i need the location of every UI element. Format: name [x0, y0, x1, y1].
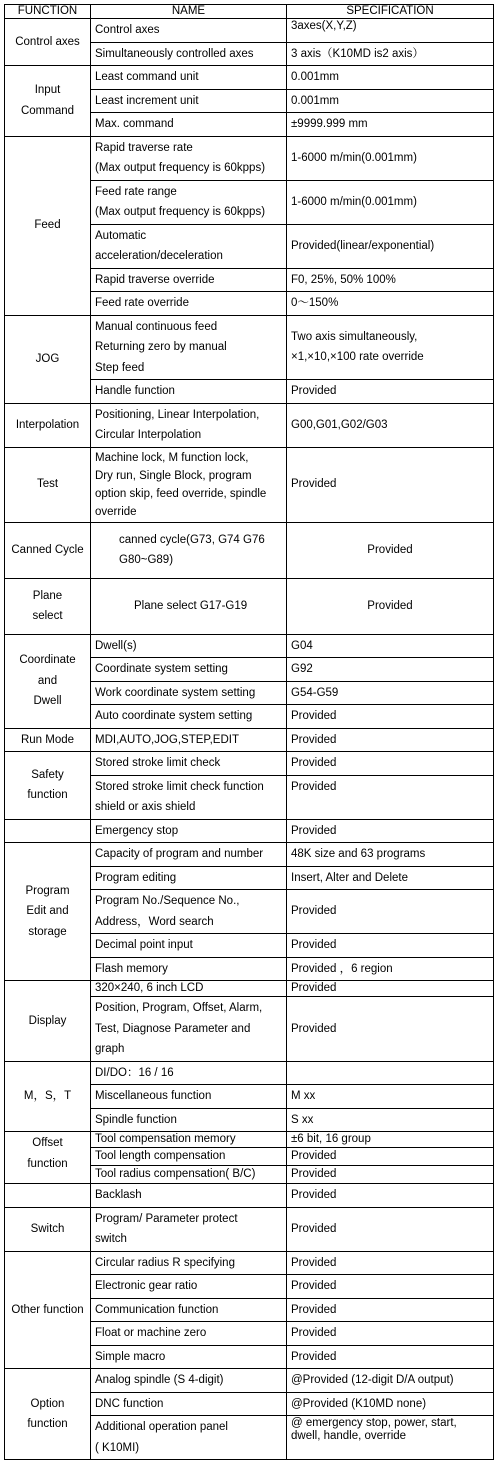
- spec-cell: Provided: [287, 775, 494, 819]
- name-cell: Positioning, Linear Interpolation, Circular Interpolation: [91, 403, 287, 447]
- spec-cell: @Provided (12-digit D/A output): [287, 1369, 494, 1393]
- name-cell: Tool compensation memory: [91, 1132, 287, 1148]
- name-cell: Analog spindle (S 4-digit): [91, 1369, 287, 1393]
- spec-cell: G00,G01,G02/G03: [287, 403, 494, 447]
- function-cell: Safety function: [5, 752, 91, 820]
- name-cell: Handle function: [91, 380, 287, 404]
- function-cell-empty: [5, 819, 91, 843]
- name-cell: Decimal point input: [91, 934, 287, 958]
- name-cell: Rapid traverse override: [91, 268, 287, 292]
- name-cell: Manual continuous feed Returning zero by manual Step feed: [91, 315, 287, 380]
- spec-cell: Provided: [287, 522, 494, 578]
- table-row: [5, 447, 494, 522]
- spec-cell: Provided: [287, 819, 494, 843]
- name-cell: Rapid traverse rate (Max output frequency is 60kpps): [91, 136, 287, 180]
- table-row: [5, 1061, 494, 1085]
- function-cell: Control axes: [5, 19, 91, 66]
- function-cell: Feed: [5, 136, 91, 315]
- name-cell: Miscellaneous function: [91, 1085, 287, 1109]
- name-cell: Max. command: [91, 113, 287, 137]
- spec-cell: M xx: [287, 1085, 494, 1109]
- name-cell: Least increment unit: [91, 89, 287, 113]
- header-function: FUNCTION: [5, 5, 91, 19]
- function-cell: JOG: [5, 315, 91, 403]
- name-cell: Float or machine zero: [91, 1322, 287, 1346]
- name-cell: Work coordinate system setting: [91, 681, 287, 705]
- spec-cell: 3axes(X,Y,Z): [287, 19, 494, 43]
- name-cell: DI/DO：16 / 16: [91, 1061, 287, 1085]
- spec-cell: Provided ，6 region: [287, 957, 494, 981]
- spec-cell: ±9999.999 mm: [287, 113, 494, 137]
- function-cell: Plane select: [5, 578, 91, 634]
- name-cell: Simultaneously controlled axes: [91, 42, 287, 66]
- header-name: NAME: [91, 5, 287, 19]
- spec-cell: Provided: [287, 1298, 494, 1322]
- spec-cell: G04: [287, 634, 494, 658]
- spec-cell: 3 axis（K10MD is2 axis）: [287, 42, 494, 66]
- spec-cell: Provided: [287, 578, 494, 634]
- spec-cell: Provided: [287, 752, 494, 776]
- name-cell: canned cycle(G73, G74 G76 G80~G89): [91, 522, 287, 578]
- function-cell-empty: [5, 1184, 91, 1208]
- specification-table: [4, 4, 494, 1460]
- table-row: [5, 1251, 494, 1275]
- spec-cell: Provided: [287, 705, 494, 729]
- function-cell: Other function: [5, 1251, 91, 1369]
- spec-cell: F0, 25%, 50% 100%: [287, 268, 494, 292]
- spec-cell: Provided: [287, 1345, 494, 1369]
- name-cell: Automatic acceleration/deceleration: [91, 224, 287, 268]
- spec-cell: 0.001mm: [287, 89, 494, 113]
- function-cell: Offset function: [5, 1132, 91, 1184]
- name-cell: 320×240, 6 inch LCD: [91, 981, 287, 997]
- spec-cell: Provided: [287, 1275, 494, 1299]
- spec-cell: Provided: [287, 380, 494, 404]
- name-cell: Least command unit: [91, 66, 287, 90]
- name-cell: Simple macro: [91, 1345, 287, 1369]
- name-cell: Circular radius R specifying: [91, 1251, 287, 1275]
- table-row: [5, 1369, 494, 1393]
- table-row: [5, 752, 494, 776]
- spec-cell: 1-6000 m/min(0.001mm): [287, 136, 494, 180]
- spec-cell: Provided: [287, 1148, 494, 1166]
- name-cell: Coordinate system setting: [91, 658, 287, 682]
- spec-cell: 1-6000 m/min(0.001mm): [287, 180, 494, 224]
- spec-cell: G54-G59: [287, 681, 494, 705]
- function-cell: M，S，T: [5, 1061, 91, 1132]
- table-row: [5, 315, 494, 380]
- name-cell: Position, Program, Offset, Alarm, Test, Diagnose Parameter and graph: [91, 997, 287, 1062]
- name-cell: Auto coordinate system setting: [91, 705, 287, 729]
- name-cell: Tool radius compensation( B/C): [91, 1166, 287, 1184]
- spec-cell: 0～150%: [287, 292, 494, 316]
- name-cell: Communication function: [91, 1298, 287, 1322]
- function-cell: Interpolation: [5, 403, 91, 447]
- table-row: [5, 19, 494, 43]
- table-row: [5, 1207, 494, 1251]
- name-cell: Program editing: [91, 866, 287, 890]
- function-cell: Run Mode: [5, 728, 91, 752]
- spec-cell: Provided: [287, 890, 494, 934]
- spec-cell: 0.001mm: [287, 66, 494, 90]
- name-cell: Stored stroke limit check: [91, 752, 287, 776]
- name-cell: MDI,AUTO,JOG,STEP,EDIT: [91, 728, 287, 752]
- table-row: [5, 843, 494, 867]
- spec-cell: 48K size and 63 programs: [287, 843, 494, 867]
- spec-cell: Provided: [287, 981, 494, 997]
- name-cell: Program/ Parameter protect switch: [91, 1207, 287, 1251]
- spec-cell: Provided: [287, 1166, 494, 1184]
- table-row: [5, 522, 494, 578]
- name-cell: Feed rate override: [91, 292, 287, 316]
- spec-cell: Provided: [287, 934, 494, 958]
- function-cell: Coordinate and Dwell: [5, 634, 91, 728]
- spec-cell: Provided: [287, 1322, 494, 1346]
- table-row: [5, 728, 494, 752]
- spec-cell: ±6 bit, 16 group: [287, 1132, 494, 1148]
- spec-cell: S xx: [287, 1108, 494, 1132]
- table-row: [5, 1184, 494, 1208]
- function-cell: Display: [5, 981, 91, 1062]
- spec-cell: @Provided (K10MD none): [287, 1392, 494, 1416]
- name-cell: Tool length compensation: [91, 1148, 287, 1166]
- name-cell: Plane select G17-G19: [91, 578, 287, 634]
- function-cell: Canned Cycle: [5, 522, 91, 578]
- spec-cell: @ emergency stop, power, start, dwell, handle, override: [287, 1416, 494, 1460]
- table-row: [5, 634, 494, 658]
- name-cell: Control axes: [91, 19, 287, 43]
- spec-cell: Provided: [287, 997, 494, 1062]
- name-cell: Backlash: [91, 1184, 287, 1208]
- name-cell: Electronic gear ratio: [91, 1275, 287, 1299]
- spec-cell: Provided: [287, 728, 494, 752]
- table-row: [5, 66, 494, 90]
- spec-cell: Insert, Alter and Delete: [287, 866, 494, 890]
- spec-cell: Provided: [287, 447, 494, 522]
- name-cell: Program No./Sequence No., Address，Word search: [91, 890, 287, 934]
- header-row: [5, 5, 494, 19]
- table-row: [5, 1132, 494, 1148]
- spec-cell: Provided: [287, 1251, 494, 1275]
- function-cell: Test: [5, 447, 91, 522]
- spec-cell: Two axis simultaneously, ×1,×10,×100 rate override: [287, 315, 494, 380]
- name-cell: Dwell(s): [91, 634, 287, 658]
- function-cell: Program Edit and storage: [5, 843, 91, 981]
- function-cell: Input Command: [5, 66, 91, 137]
- spec-cell: [287, 1061, 494, 1085]
- name-cell: Flash memory: [91, 957, 287, 981]
- table-row: [5, 981, 494, 997]
- spec-cell: Provided: [287, 1184, 494, 1208]
- spec-cell: Provided(linear/exponential): [287, 224, 494, 268]
- spec-cell: G92: [287, 658, 494, 682]
- spec-cell: Provided: [287, 1207, 494, 1251]
- header-specification: SPECIFICATION: [287, 5, 494, 19]
- name-cell: Feed rate range (Max output frequency is 60kpps): [91, 180, 287, 224]
- name-cell: Additional operation panel ( K10MI): [91, 1416, 287, 1460]
- name-cell: Spindle function: [91, 1108, 287, 1132]
- table-row: [5, 136, 494, 180]
- table-row: [5, 403, 494, 447]
- function-cell: Option function: [5, 1369, 91, 1460]
- table-row: [5, 819, 494, 843]
- name-cell: Machine lock, M function lock, Dry run, Single Block, program option skip, feed override, spindle override: [91, 447, 287, 522]
- name-cell: Emergency stop: [91, 819, 287, 843]
- table-row: [5, 578, 494, 634]
- function-cell: Switch: [5, 1207, 91, 1251]
- name-cell: Capacity of program and number: [91, 843, 287, 867]
- name-cell: DNC function: [91, 1392, 287, 1416]
- name-cell: Stored stroke limit check function shield or axis shield: [91, 775, 287, 819]
